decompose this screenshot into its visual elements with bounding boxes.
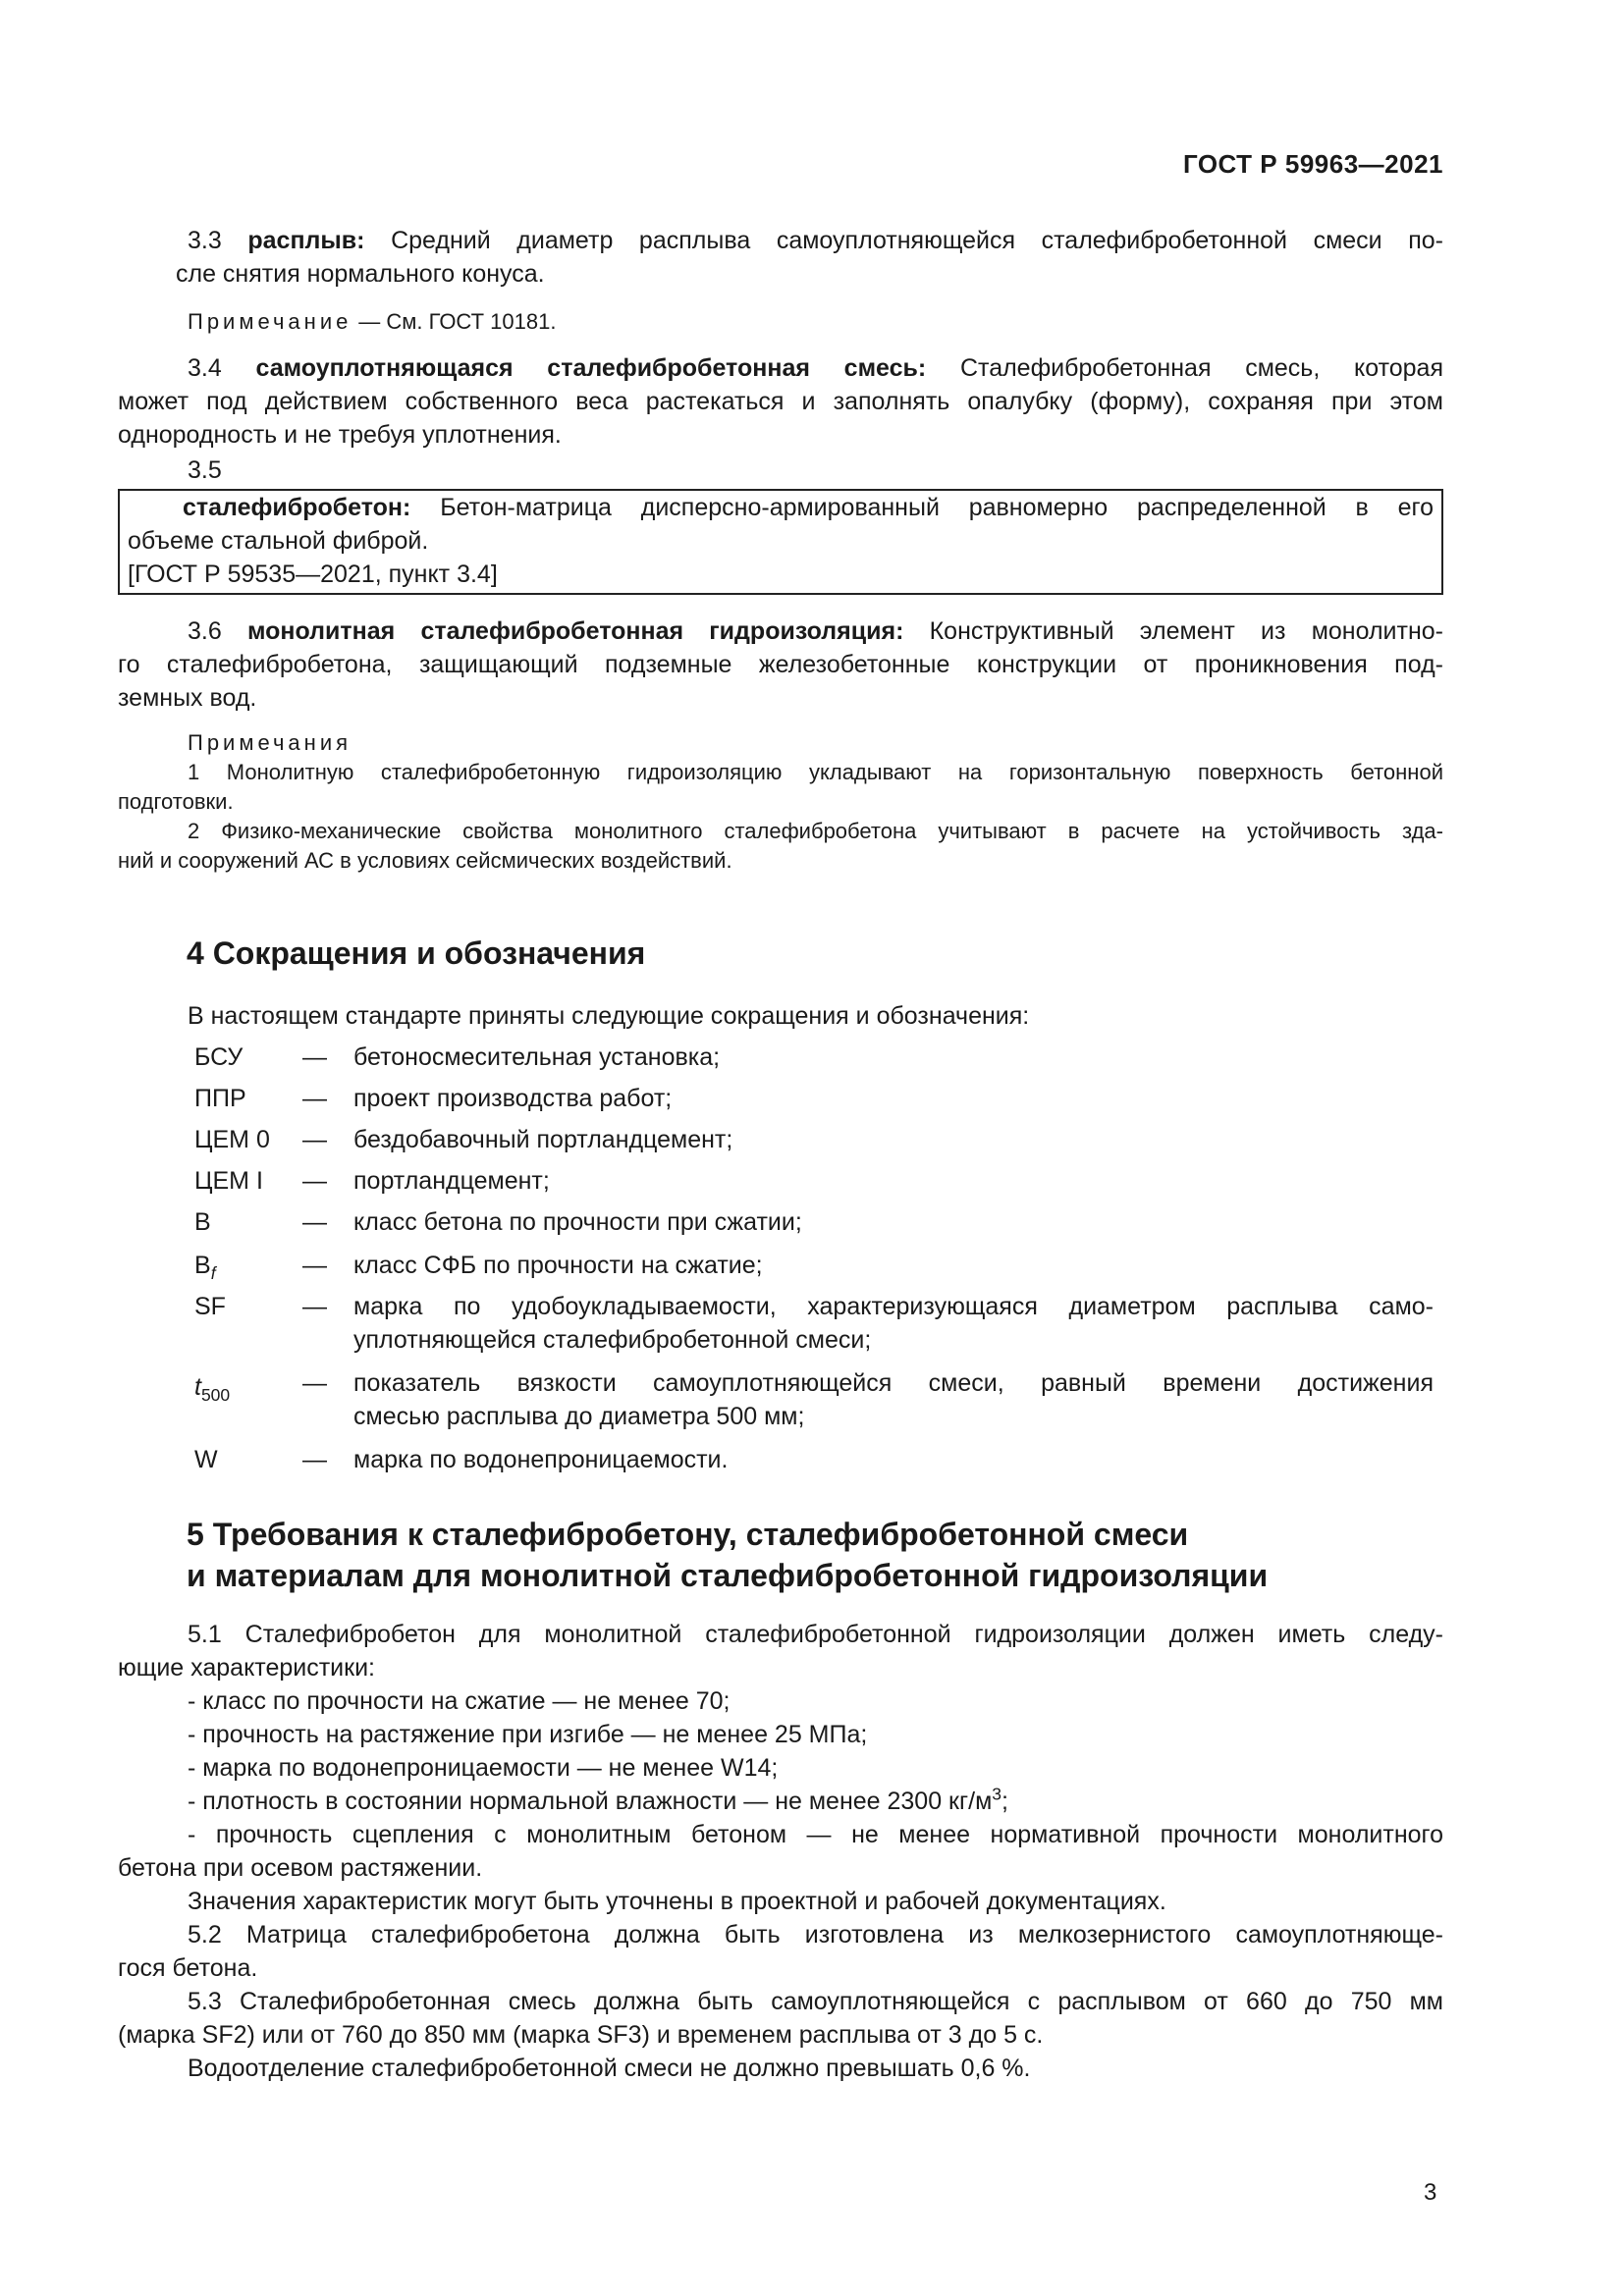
requirement-item: - плотность в состоянии нормальной влажности — не менее 2300 $кг/м^3$; [188, 1784, 1008, 1815]
dash: — [302, 1167, 327, 1195]
definition-text: Сталефибробетонная смесь, которая [959, 354, 1443, 382]
dash: — [302, 1252, 327, 1279]
term-self-compacting-mix: самоуплотняющаяся сталефибробетонная смесь: [255, 354, 927, 382]
dash: — [302, 1293, 327, 1320]
abbreviation-key: ППР [194, 1085, 246, 1112]
definition-text-cont: может под действием собственного веса растекаться и заполнять опалубку (форму), сохраняя при этом [118, 388, 1443, 415]
term-rasplyv: расплыв: [247, 227, 365, 254]
dash: — [302, 1085, 327, 1112]
definition-text-cont: объеме стальной фиброй. [128, 527, 429, 555]
definition-3-5 [128, 491, 1434, 591]
subscript: 500 [200, 1385, 231, 1405]
dash: — [302, 1043, 327, 1071]
abbreviation-definition: проект производства работ; [353, 1085, 673, 1112]
abbreviation-key: БСУ [194, 1043, 244, 1071]
definition-3-4 [118, 351, 1443, 452]
requirement-item: - прочность на растяжение при изгибе — не менее 25 МПа; [188, 1721, 868, 1748]
abbreviation-definition: класс бетона по прочности при сжатии; [353, 1208, 802, 1236]
requirement-item: - прочность сцепления с монолитным бетоном — не менее нормативной прочности монолитного [188, 1821, 1443, 1848]
abbreviation-definition: марка по удобоукладываемости, характеризующаяся диаметром расплыва само- [353, 1293, 1434, 1320]
clause-5-1-cont: ющие характеристики: [118, 1654, 375, 1682]
clause-5-3-cont: (марка SF2) или от 760 до 850 мм (марка SF3) и временем расплыва от 3 до 5 с. [118, 2021, 1044, 2049]
page-number: 3 [1424, 2179, 1437, 2206]
requirement-item: - класс по прочности на сжатие — не менее 70; [188, 1687, 731, 1715]
note-2: 2 Физико-механические свойства монолитного сталефибробетона учитывают в расчете на устойчивость зда- [188, 819, 1443, 843]
note-1: 1 Монолитную сталефибробетонную гидроизоляцию укладывают на горизонтальную поверхность бетонной [188, 760, 1443, 784]
note-1-cont: подготовки. [118, 789, 234, 814]
document-id-header: ГОСТ Р 59963—2021 [1182, 149, 1443, 179]
section-4-title: 4 Сокращения и обозначения [187, 935, 646, 971]
abbreviation-definition: марка по водонепроницаемости. [353, 1446, 729, 1473]
abbreviation-key: $t_{500}$ [194, 1373, 231, 1405]
definition-text-cont: земных вод. [118, 684, 257, 712]
section-5-title-line1: 5 Требования к сталефибробетону, сталефибробетонной смеси [187, 1517, 1189, 1552]
clause-3-5-number: 3.5 [188, 456, 222, 484]
dash: — [302, 1208, 327, 1236]
definition-3-6 [118, 614, 1443, 715]
clause-number: 3.3 [188, 227, 222, 254]
note-2-cont: ний и сооружений АС в условиях сейсмических воздействий. [118, 848, 732, 873]
clause-5-2: 5.2 Матрица сталефибробетона должна быть изготовлена из мелкозернистого самоуплотняюще- [188, 1921, 1443, 1949]
definition-text-cont: сле снятия нормального конуса. [176, 260, 545, 288]
section-5-body [118, 1618, 1443, 2085]
abbreviation-key: ЦЕМ I [194, 1167, 263, 1195]
definition-source: [ГОСТ Р 59535—2021, пункт 3.4] [128, 561, 498, 588]
values-note: Значения характеристик могут быть уточнены в проектной и рабочей документациях. [188, 1888, 1166, 1915]
term-steel-fibre-concrete: сталефибробетон: [183, 494, 411, 521]
definition-text: Средний диаметр расплыва самоуплотняющейся сталефибробетонной смеси по- [391, 227, 1443, 254]
water-separation-requirement: Водоотделение сталефибробетонной смеси не должно превышать 0,6 %. [188, 2055, 1031, 2082]
term-monolithic-waterproofing: монолитная сталефибробетонная гидроизоляция: [246, 617, 904, 645]
clause-5-1: 5.1 Сталефибробетон для монолитной сталефибробетонной гидроизоляции должен иметь следу- [188, 1621, 1443, 1648]
abbreviation-key: B [194, 1208, 211, 1236]
abbreviation-definition-cont: уплотняющейся сталефибробетонной смеси; [353, 1326, 872, 1354]
definition-text-cont: го сталефибробетона, защищающий подземные железобетонные конструкции от проникновения под- [118, 651, 1443, 678]
abbreviation-definition: бетоносмесительная установка; [353, 1043, 721, 1071]
notes-3-6 [118, 728, 1443, 876]
note-text: — См. ГОСТ 10181. [358, 309, 557, 334]
definition-text-cont: однородность и не требуя уплотнения. [118, 421, 562, 449]
note-3-3 [188, 304, 1449, 339]
section-5-title-line2: и материалам для монолитной сталефибробетонной гидроизоляции [187, 1558, 1269, 1593]
definition-text: Бетон-матрица дисперсно-армированный равномерно распределенной в его [440, 494, 1435, 521]
requirement-item: - марка по водонепроницаемости — не менее W14; [188, 1754, 779, 1782]
section-4-intro: В настоящем стандарте приняты следующие сокращения и обозначения: [188, 1002, 1030, 1030]
clause-number: 3.6 [188, 617, 222, 645]
requirement-item-cont: бетона при осевом растяжении. [118, 1854, 483, 1882]
abbreviation-key: ЦЕМ 0 [194, 1126, 270, 1153]
dash: — [302, 1126, 327, 1153]
abbreviation-definition: класс СФБ по прочности на сжатие; [353, 1252, 763, 1279]
abbreviation-definition: бездобавочный портландцемент; [353, 1126, 733, 1153]
dash: — [302, 1446, 327, 1473]
abbreviation-key: $B_f$ [194, 1252, 216, 1283]
abbreviation-definition-cont: смесью расплыва до диаметра 500 мм; [353, 1403, 805, 1430]
notes-label: Примечания [188, 730, 352, 755]
note-label: Примечание [188, 309, 352, 334]
clause-5-3: 5.3 Сталефибробетонная смесь должна быть самоуплотняющейся с расплывом от 660 до 750 мм [188, 1988, 1443, 2015]
abbreviation-key: W [194, 1446, 218, 1473]
abbreviation-key: SF [194, 1293, 226, 1320]
superscript: 3 [992, 1784, 1001, 1804]
clause-number: 3.4 [188, 354, 222, 382]
definition-text: Конструктивный элемент из монолитно- [929, 617, 1443, 645]
abbreviation-definition: показатель вязкости самоуплотняющейся смеси, равный времени достижения [353, 1369, 1434, 1397]
definition-3-3 [176, 224, 1443, 291]
section-5-title [187, 1514, 1268, 1596]
dash: — [302, 1369, 327, 1397]
abbreviation-definition: портландцемент; [353, 1167, 550, 1195]
clause-5-2-cont: гося бетона. [118, 1954, 258, 1982]
subscript: f [210, 1263, 216, 1283]
